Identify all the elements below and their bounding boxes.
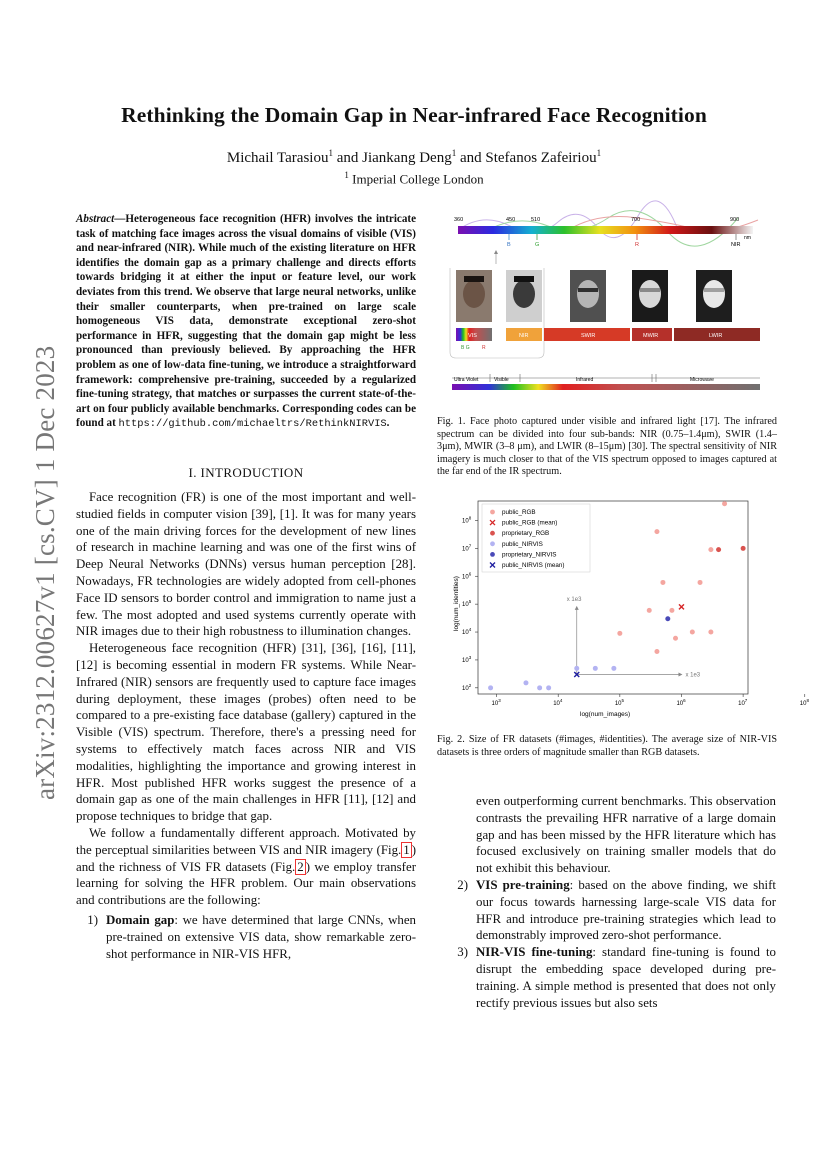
data-point [665,616,670,621]
data-point [523,680,528,685]
contribution-item-1 [76,912,416,962]
ch-nir: NIR [731,242,741,248]
data-point [488,685,493,690]
item-text: : we have determined that large CNNs, when pre-trained on extensive VIS data, show remarkable zero-shot performance in NIR-VIS HFR, [106,912,416,961]
data-point [741,546,746,551]
p3-text-a: We follow a fundamentally different approach. Motivated by the perceptual similarities between VIS and NIR imagery (Fig. [76,825,416,857]
y-tick-label: $10^6$ [462,571,472,581]
p3-text-c: ) we employ transfer learning for solving the HFR problem. Our main observations and contributions are the following: [76,859,416,908]
figure-1-caption: Fig. 1. Face photo captured under visible and infrared light [17]. The infrared spectrum can be divided into four sub-bands: NIR (0.75–1.4μm), SWIR (1.4–3μm), MWIR (3–8 μm), and LWIR (8–15μm) [30]. The spectral sensitivity of NIR imagery is much closer to that of the VIS spectrum opposed to images captured at the far end of the IR spectrum. [437,416,777,477]
item-heading: Domain gap [106,912,175,927]
intro-paragraph-1: Face recognition (FR) is one of the most important and well-studied fields in computer vision [39], [1]. It was for many years one of the main driving forces for the development of new lines of research in machine learning and was one of the first wins of Deep Neural Networks (DNNs) versus human perception [28]. Nowadays, FR technologies are widely adopted from cell-phones Face ID sensors to border control and immigration to name just a few. The most adopted and used systems currently operate with NIR images due to their high robustness to illumination changes. [76,490,416,639]
intro-paragraph-2: Heterogeneous face recognition (HFR) [31], [36], [16], [11], [12] is becoming essential in modern FR systems. While Near-Infrared (NIR) sensors are frequently used to capture face images during deployment, these images (probes) often need to be compared to a pre-existing face database (gallery) captured in the Visible (VIS) spectrum. Therefore, there's a pressing need for systems to effectively match faces across NIR and VIS modalities, highlighting the importance and growing interest in HFR. Most published HFR works suggest the presence of a domain gap as one of the main challenges in HFR [11], [12] and propose techniques to bridge that gap. [76,641,416,824]
legend [482,504,590,572]
author-2: Jiankang Deng [362,150,452,166]
ch-r: R [635,242,639,248]
face-photo-swir [570,270,606,322]
face-photo-lwir [696,270,732,322]
item-heading: NIR-VIS fine-tuning [476,945,593,960]
band-vis-label: VIS [468,333,477,339]
paper-title: Rethinking the Domain Gap in Near-infrared Face Recognition [121,103,707,127]
band-lwir-label: LWIR [709,333,723,339]
item-text: : based on the above finding, we shift our focus towards harnessing large-scale VIS data for HFR and introduce pre-training strategies which lead to demonstrably improved zero-shot performance. [476,877,776,943]
fig1-ref-link[interactable]: 1 [403,842,410,857]
face-photo-vis [456,270,492,322]
author-2-affil: 1 [451,148,457,158]
y-tick-label: $10^8$ [462,515,472,525]
data-point [654,649,659,654]
affiliation-marker: 1 [344,170,349,180]
spec-infrared: Infrared [576,377,594,383]
data-point [690,630,695,635]
item-number: 2) [457,877,468,892]
wl-700: 700 [631,217,641,223]
legend-label: public_RGB (mean) [502,519,558,527]
band-swir-label: SWIR [581,333,596,339]
vis-sub-bg: B G [461,345,470,351]
data-point [546,685,551,690]
annot-y-label: x 1e3 [566,596,582,603]
data-point [708,547,713,552]
data-point [593,666,598,671]
author-sep: and [456,150,486,166]
author-3: Stefanos Zafeiriou [485,150,597,166]
affiliation-name: Imperial College London [352,171,484,187]
spec-visible: Visible [494,377,509,383]
intro-paragraph-3 [76,825,416,909]
legend-label: public_NIRVIS (mean) [502,562,565,569]
intro-right-column [446,793,776,1011]
figure-2-scatter [440,496,809,722]
abstract-dash: — [114,213,126,225]
x-tick-label: $10^3$ [491,698,501,707]
data-point [574,666,579,671]
author-1-affil: 1 [328,148,333,158]
author-1: Michail Tarasiou [226,150,329,166]
abstract-text: Heterogeneous face recognition (HFR) involves the intricate task of matching face images across the visual domains of visible (VIS) and near-infrared (NIR). While much of the existing literature on HFR identifies the domain gap as a primary challenge and directs efforts towards bridging it at either the input or feature level, our work deviates from this trend. We observe that large neural networks, unlike their smaller counterparts, when pre-trained on large scale homogeneous VIS data, demonstrate exceptional zero-shot performance in HFR, suggesting that the domain gap might be less pronounced than previously believed. By approaching the HFR problem as one of low-data fine-tuning, we introduce a straightforward framework: comprehensive pre-training, succeeded by a regularized fine-tuning strategy, that matches or surpasses the current state-of-the-art on four publicly available benchmarks. Corresponding codes can be found at [76,213,416,430]
data-point [647,608,652,613]
item-number: 3) [457,945,468,960]
spec-uv: Ultra Violet [454,377,479,383]
ch-g: G [535,242,540,248]
wl-450: 450 [506,217,516,223]
section-heading-introduction: I. INTRODUCTION [188,465,304,480]
figure-2-caption: Fig. 2. Size of FR datasets (#images, #identities). The average size of NIR-VIS datasets is three orders of magnitude smaller than RGB datasets. [437,734,777,758]
annot-x-label: x 1e3 [685,672,701,679]
x-tick-label: $10^5$ [614,698,625,707]
legend-label: proprietary_RGB [502,530,550,538]
x-axis-label: log(num_images) [580,711,631,718]
x-tick-label: $10^6$ [676,698,686,707]
face-photo-mwir [632,270,668,322]
figure-1-spectrum [448,212,768,398]
data-point [722,501,727,506]
y-tick-label: $10^5$ [462,599,472,609]
abstract [76,212,416,432]
spec-microwave: Microwave [690,377,714,383]
data-point [669,608,674,613]
data-point [611,666,616,671]
arxiv-stamp: arXiv:2312.00627v1 [cs.CV] 1 Dec 2023 [30,345,60,800]
data-point [708,630,713,635]
legend-swatch [490,510,495,515]
code-link[interactable]: https://github.com/michaeltrs/RethinkNIRVIS [118,418,387,431]
legend-label: public_NIRVIS [502,540,543,548]
data-point [537,685,542,690]
data-point [673,636,678,641]
data-point [698,580,703,585]
item-text: : standard fine-tuning is found to disrupt the embedding space developed during pre-training. A simple method is presented that does not only rectify previous issues but also sets [476,945,777,1010]
band-nir-label: NIR [519,333,529,339]
band-mwir-label: MWIR [643,333,659,339]
author-list [60,148,768,167]
x-tick-label: $10^4$ [553,698,563,707]
rainbow-bar [458,226,753,234]
abstract-label: Abstract [76,213,115,225]
fig2-ref-link[interactable]: 2 [297,859,304,874]
wl-510: 510 [531,217,541,223]
spectrum-bar [452,384,760,390]
y-tick-label: $10^2$ [462,682,472,692]
ch-b: B [507,242,511,248]
y-axis-label: log(num_identities) [453,576,460,631]
legend-swatch [490,552,495,557]
intro-left-column [76,489,416,962]
y-tick-label: $10^7$ [462,543,472,553]
affiliation [60,170,768,187]
contribution-item-2 [446,877,776,944]
item-number: 1) [87,912,98,927]
data-point [716,547,721,552]
item-heading: VIS pre-training [476,877,570,892]
wl-900: 900 [730,217,740,223]
item-text: even outperforming current benchmarks. This observation contrasts the prevailing HFR narrative of a large domain gap and has been missed by the HFR literature which has focused exclusively on training smaller models that do not exhibit this behaviour. [476,794,776,876]
y-tick-label: $10^3$ [462,654,472,664]
author-sep: and [332,150,363,166]
unit-nm: nm [744,235,751,241]
author-3-affil: 1 [596,148,602,158]
abstract-end: . [386,417,390,430]
p3-text-b: ) and the richness of VIS FR datasets (Fig. [76,842,416,874]
item-number [446,793,476,877]
legend-label: proprietary_NIRVIS [502,551,557,559]
legend-swatch [490,531,495,536]
data-point [654,529,659,534]
legend-swatch [490,541,495,546]
data-point [660,580,665,585]
wl-360: 360 [454,217,464,223]
contribution-item-1-cont [446,793,776,877]
data-point [617,631,622,636]
contribution-item-3 [446,944,776,1011]
x-tick-label: $10^8$ [799,698,809,707]
face-photo-nir [506,270,542,322]
vis-sub-r: R [482,345,486,351]
y-tick-label: $10^4$ [462,627,472,637]
x-tick-label: $10^7$ [738,698,748,707]
legend-label: public_RGB [502,509,536,516]
